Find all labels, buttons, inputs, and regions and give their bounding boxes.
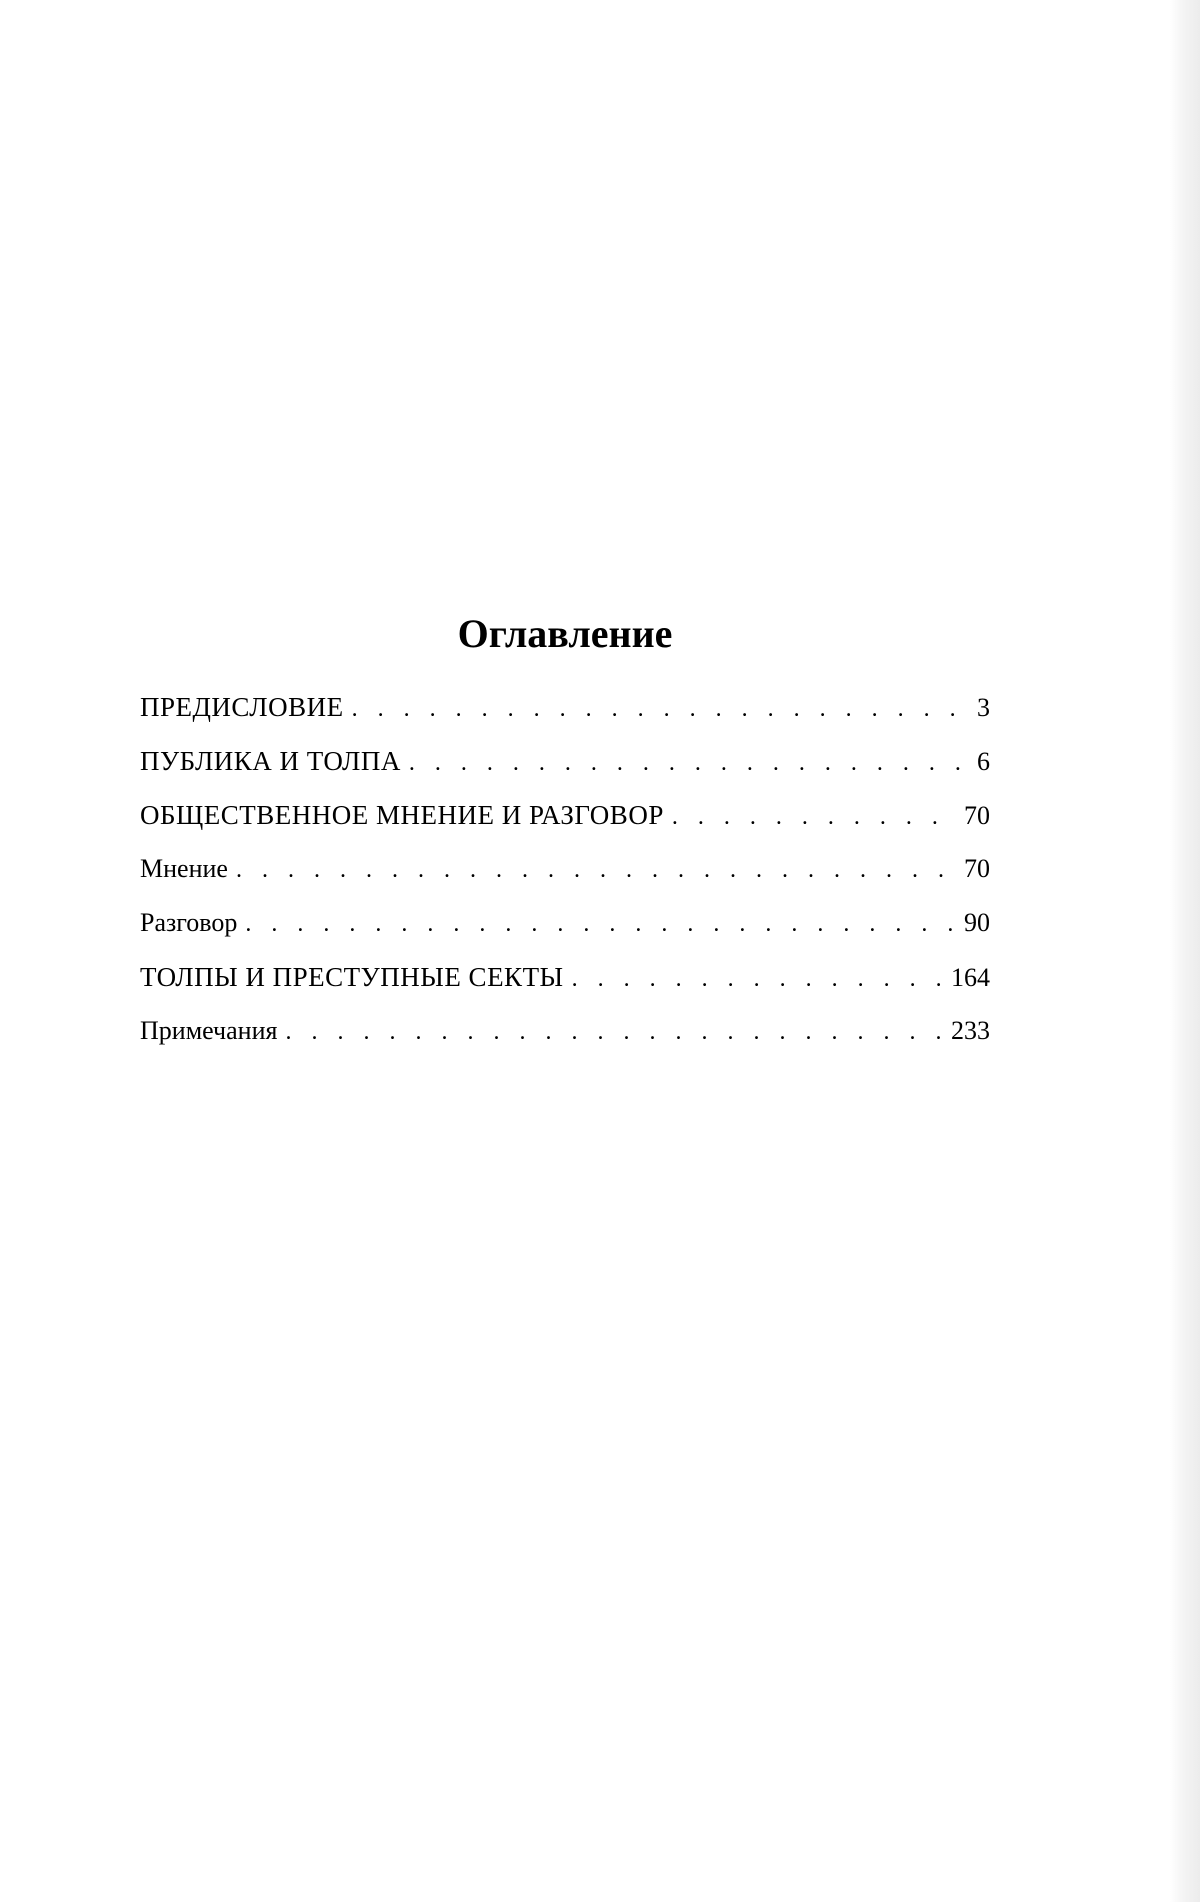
toc-entry-page: 6 xyxy=(977,747,990,776)
toc-entry-label: Мнение xyxy=(140,854,228,883)
toc-entry-page: 70 xyxy=(964,854,990,883)
dot-leader xyxy=(672,790,954,842)
toc-entry-page: 70 xyxy=(964,801,990,830)
dot-leader xyxy=(285,1005,941,1058)
toc-title: Оглавление xyxy=(457,611,673,656)
toc-entry-label: ПРЕДИСЛОВИЕ xyxy=(140,692,344,722)
toc-entry-page: 3 xyxy=(977,693,990,722)
toc-entry-label: Разговор xyxy=(140,908,238,937)
toc-entry-label: ТОЛПЫ И ПРЕСТУПНЫЕ СЕКТЫ xyxy=(140,962,564,992)
toc-entry-conversation xyxy=(140,896,990,950)
toc-entry-preface xyxy=(140,680,990,734)
dot-leader xyxy=(245,897,954,950)
toc-entry-opinion xyxy=(140,842,990,896)
table-of-contents xyxy=(140,610,990,1058)
toc-entry-public-and-crowd xyxy=(140,734,990,788)
toc-entry-notes xyxy=(140,1004,990,1058)
dot-leader xyxy=(352,682,967,734)
toc-entry-label: Примечания xyxy=(140,1016,278,1045)
dot-leader xyxy=(572,952,941,1004)
toc-entry-page: 90 xyxy=(964,908,990,937)
toc-entry-label: ПУБЛИКА И ТОЛПА xyxy=(140,746,401,776)
page-edge-shadow xyxy=(1170,0,1200,1902)
toc-entry-crowds-and-sects xyxy=(140,950,990,1004)
toc-entry-page: 233 xyxy=(951,1016,990,1045)
toc-entry-label: ОБЩЕСТВЕННОЕ МНЕНИЕ И РАЗГОВОР xyxy=(140,800,664,830)
dot-leader xyxy=(236,843,954,896)
dot-leader xyxy=(409,736,967,788)
toc-entry-page: 164 xyxy=(951,963,990,992)
toc-entry-public-opinion xyxy=(140,788,990,842)
toc-list xyxy=(140,680,990,1058)
